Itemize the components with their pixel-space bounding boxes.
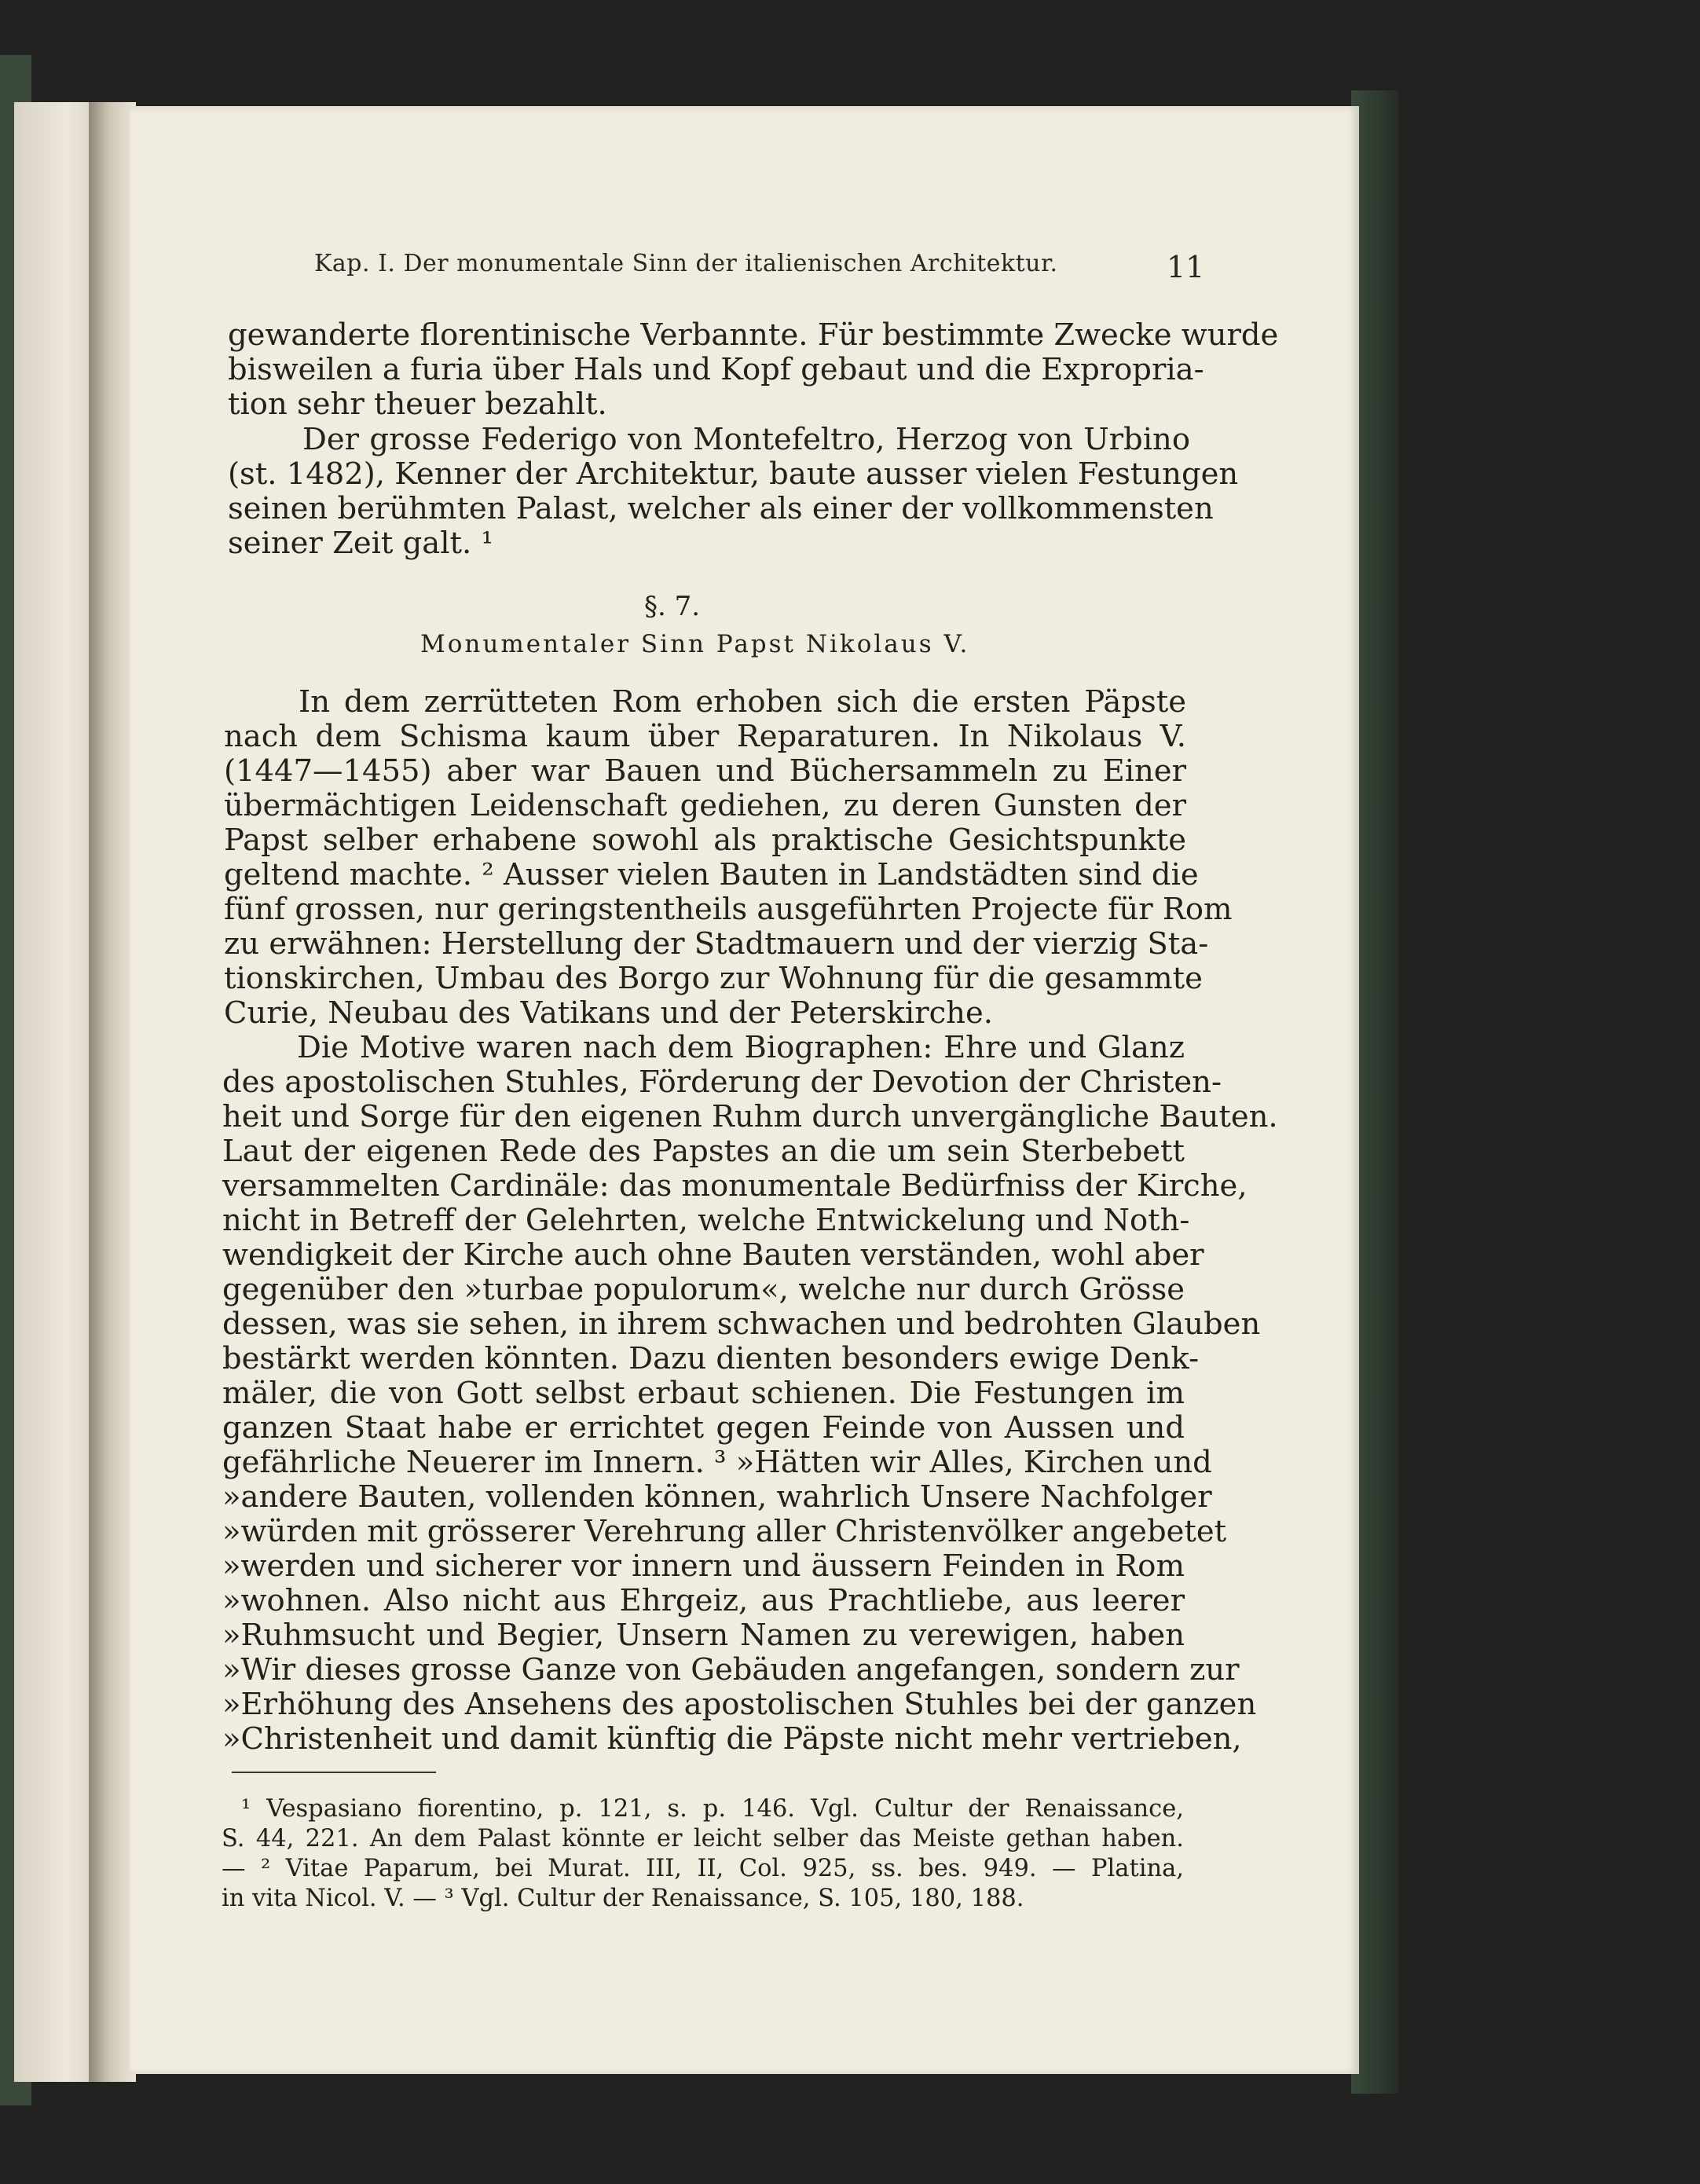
text-line: Papst selber erhabene sowohl als praktische Gesichtspunkte [224, 823, 1186, 858]
paragraph-2 [228, 422, 1239, 561]
text-line: »wohnen. Also nicht aus Ehrgeiz, aus Prachtliebe, aus leerer [222, 1583, 1185, 1618]
text-line: zu erwähnen: Herstellung der Stadtmauern und der vierzig Sta- [224, 926, 1209, 962]
text-line: nach dem Schisma kaum über Reparaturen. In Nikolaus V. [224, 719, 1186, 754]
text-line: heit und Sorge für den eigenen Ruhm durch unvergängliche Bauten. [222, 1099, 1278, 1134]
text-line: (st. 1482), Kenner der Architektur, baute ausser vielen Festungen [228, 456, 1239, 492]
text-line: »Ruhmsucht und Begier, Unsern Namen zu verewigen, haben [222, 1618, 1185, 1653]
text-line: (1447—1455) aber war Bauen und Büchersammeln zu Einer [224, 753, 1186, 789]
footnote-divider [232, 1772, 436, 1773]
book-gutter [89, 102, 136, 2082]
text-line: Die Motive waren nach dem Biographen: Ehre und Glanz [297, 1030, 1185, 1065]
text-line: ganzen Staat habe er errichtet gegen Feinde von Aussen und [222, 1410, 1185, 1446]
footnote-line: in vita Nicol. V. — ³ Vgl. Cultur der Renaissance, S. 105, 180, 188. [222, 1885, 1024, 1912]
section-title: Monumentaler Sinn Papst Nikolaus V. [420, 630, 970, 658]
footnote-line: ¹ Vespasiano fiorentino, p. 121, s. p. 146. Vgl. Cultur der Renaissance, [241, 1795, 1184, 1823]
running-head: Kap. I. Der monumentale Sinn der italienischen Architektur. [314, 250, 1058, 277]
paragraph-3 [224, 684, 1233, 1031]
text-line: »würden mit grösserer Verehrung aller Christenvölker angebetet [222, 1514, 1227, 1549]
text-line: »Wir dieses grosse Ganze von Gebäuden angefangen, sondern zur [222, 1652, 1240, 1687]
text-line: Curie, Neubau des Vatikans und der Peterskirche. [224, 995, 993, 1031]
text-line: wendigkeit der Kirche auch ohne Bauten verständen, wohl aber [222, 1237, 1204, 1273]
text-line: »werden und sicherer vor innern und äussern Feinden in Rom [222, 1548, 1185, 1584]
paragraph-1 [228, 317, 1279, 422]
text-line: mäler, die von Gott selbst erbaut schienen. Die Festungen im [222, 1376, 1185, 1411]
text-line: übermächtigen Leidenschaft gediehen, zu deren Gunsten der [224, 788, 1186, 823]
text-line: »andere Bauten, vollenden können, wahrlich Unsere Nachfolger [222, 1479, 1212, 1515]
section-number: §. 7. [644, 591, 701, 622]
text-line: nicht in Betreff der Gelehrten, welche Entwickelung und Noth- [222, 1203, 1190, 1238]
text-line: versammelten Cardinäle: das monumentale Bedürfniss der Kirche, [222, 1168, 1248, 1204]
text-line: tion sehr theuer bezahlt. [228, 387, 607, 422]
text-line: dessen, was sie sehen, in ihrem schwachen und bedrohten Glauben [222, 1306, 1261, 1342]
text-line: bestärkt werden könnten. Dazu dienten besonders ewige Denk- [222, 1341, 1200, 1376]
text-line: bisweilen a furia über Hals und Kopf gebaut und die Expropria- [228, 352, 1204, 387]
text-line: Der grosse Federigo von Montefeltro, Herzog von Urbino [302, 422, 1190, 457]
left-page-edge [14, 102, 91, 2082]
text-line: fünf grossen, nur geringstentheils ausgeführten Projecte für Rom [224, 892, 1233, 927]
text-line: »Christenheit und damit künftig die Päpste nicht mehr vertrieben, [222, 1721, 1242, 1757]
paragraph-4 [222, 1030, 1278, 1757]
footnote-line: — ² Vitae Paparum, bei Murat. III, II, Col. 925, ss. bes. 949. — Platina, [222, 1855, 1184, 1882]
footnote-line: S. 44, 221. An dem Palast könnte er leicht selber das Meiste gethan haben. [222, 1825, 1184, 1852]
text-line: gegenüber den »turbae populorum«, welche nur durch Grösse [222, 1272, 1185, 1307]
text-line: des apostolischen Stuhles, Förderung der Devotion der Christen- [222, 1065, 1222, 1100]
footnotes [222, 1794, 1184, 1914]
text-line: gefährliche Neuerer im Innern. ³ »Hätten wir Alles, Kirchen und [222, 1445, 1212, 1480]
text-line: gewanderte florentinische Verbannte. Für bestimmte Zwecke wurde [228, 317, 1279, 353]
text-line: »Erhöhung des Ansehens des apostolischen Stuhles bei der ganzen [222, 1687, 1257, 1722]
page-number: 11 [1167, 250, 1205, 284]
text-line: seiner Zeit galt. ¹ [228, 526, 493, 561]
text-line: tionskirchen, Umbau des Borgo zur Wohnung für die gesammte [224, 961, 1203, 996]
text-line: seinen berühmten Palast, welcher als einer der vollkommensten [228, 491, 1214, 526]
text-line: Laut der eigenen Rede des Papstes an die um sein Sterbebett [222, 1134, 1185, 1169]
text-line: In dem zerrütteten Rom erhoben sich die ersten Päpste [299, 684, 1186, 720]
text-line: geltend machte. ² Ausser vielen Bauten in Landstädten sind die [224, 857, 1199, 892]
